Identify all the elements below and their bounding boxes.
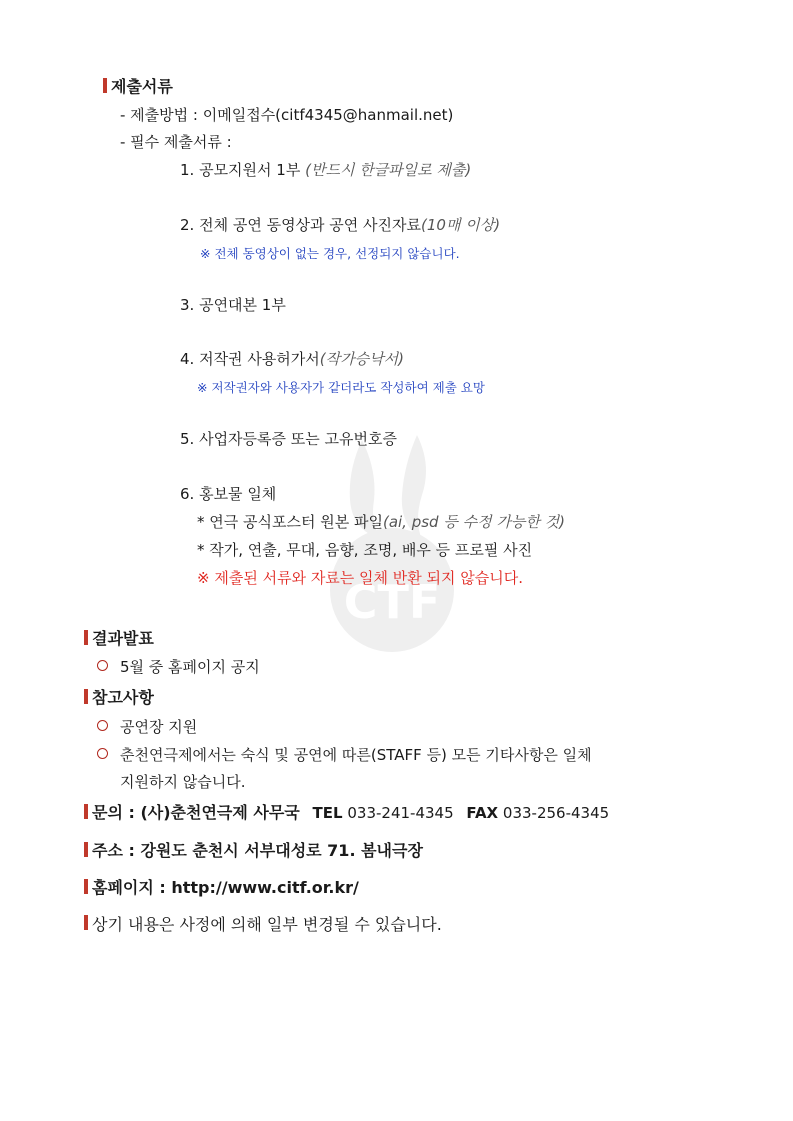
list-item [180, 483, 276, 504]
promo-profile: * 작가, 연출, 무대, 음향, 조명, 배우 등 프로필 사진 [197, 541, 533, 559]
submission-method: - 제출방법 : 이메일접수(citf4345@hanmail.net) [120, 106, 454, 124]
homepage: 홈페이지 : http://www.citf.or.kr/ [92, 878, 359, 897]
circle-bullet-icon [97, 660, 108, 671]
reference-item-1: 공연장 지원 [120, 718, 198, 736]
result-heading: 결과발표 [92, 629, 154, 648]
reference-heading: 참고사항 [92, 688, 154, 707]
tel-number: 033-241-4345 [347, 804, 454, 822]
reference-item-2: 춘천연극제에서는 숙식 및 공연에 따른(STAFF 등) 모든 기타사항은 일체 [120, 746, 592, 764]
copyright-note: ※ 저작권자와 사용자가 같더라도 작성하여 제출 요망 [197, 380, 485, 395]
item-text: 1. 공모지원서 1부 [180, 161, 306, 179]
list-item [97, 744, 592, 765]
result-item: 5월 중 홈페이지 공지 [120, 658, 260, 676]
list-item [97, 656, 260, 677]
section-marker [84, 689, 88, 704]
circle-bullet-icon [97, 748, 108, 759]
circle-bullet-icon [97, 720, 108, 731]
section-marker [84, 915, 88, 930]
item-note: (작가승낙서) [319, 350, 404, 368]
item-note: (10매 이상) [421, 216, 501, 234]
item-text: 4. 저작권 사용허가서 [180, 350, 320, 368]
promo-poster-note: (ai, psd 등 수정 가능한 것) [382, 513, 565, 531]
no-return-notice: ※ 제출된 서류와 자료는 일체 반환 되지 않습니다. [197, 569, 524, 587]
list-item [180, 294, 286, 315]
fax-number: 033-256-4345 [502, 804, 610, 822]
section-marker [84, 842, 88, 857]
promo-poster-text: * 연극 공식포스터 원본 파일 [197, 513, 383, 531]
item-text: 3. 공연대본 1부 [180, 296, 286, 314]
section-marker [84, 630, 88, 645]
section-marker [84, 804, 88, 819]
list-item [180, 214, 500, 235]
reference-item-2-continued: 지원하지 않습니다. [120, 773, 246, 791]
section-marker [84, 879, 88, 894]
watermark-text: CTF [343, 575, 441, 629]
disclaimer: 상기 내용은 사정에 의해 일부 변경될 수 있습니다. [92, 915, 442, 934]
contact-line [92, 800, 609, 823]
video-note: ※ 전체 동영상이 없는 경우, 선정되지 않습니다. [200, 246, 460, 261]
promo-poster [197, 511, 565, 532]
item-text: 2. 전체 공연 동영상과 공연 사진자료 [180, 216, 422, 234]
list-item [180, 348, 404, 369]
fax-label: FAX [466, 804, 499, 822]
list-item [97, 716, 197, 737]
item-text: 6. 홍보물 일체 [180, 485, 277, 503]
submission-heading: 제출서류 [111, 77, 173, 96]
tel-label: TEL [312, 804, 343, 822]
section-marker [103, 78, 107, 93]
item-note: (반드시 한글파일로 제출) [305, 161, 472, 179]
address: 주소 : 강원도 춘천시 서부대성로 71. 봄내극장 [92, 841, 423, 860]
submission-required: - 필수 제출서류 : [120, 133, 232, 151]
contact-label: 문의 : (사)춘천연극제 사무국 [92, 803, 300, 822]
list-item [180, 428, 397, 449]
list-item [180, 159, 471, 180]
item-text: 5. 사업자등록증 또는 고유번호증 [180, 430, 397, 448]
